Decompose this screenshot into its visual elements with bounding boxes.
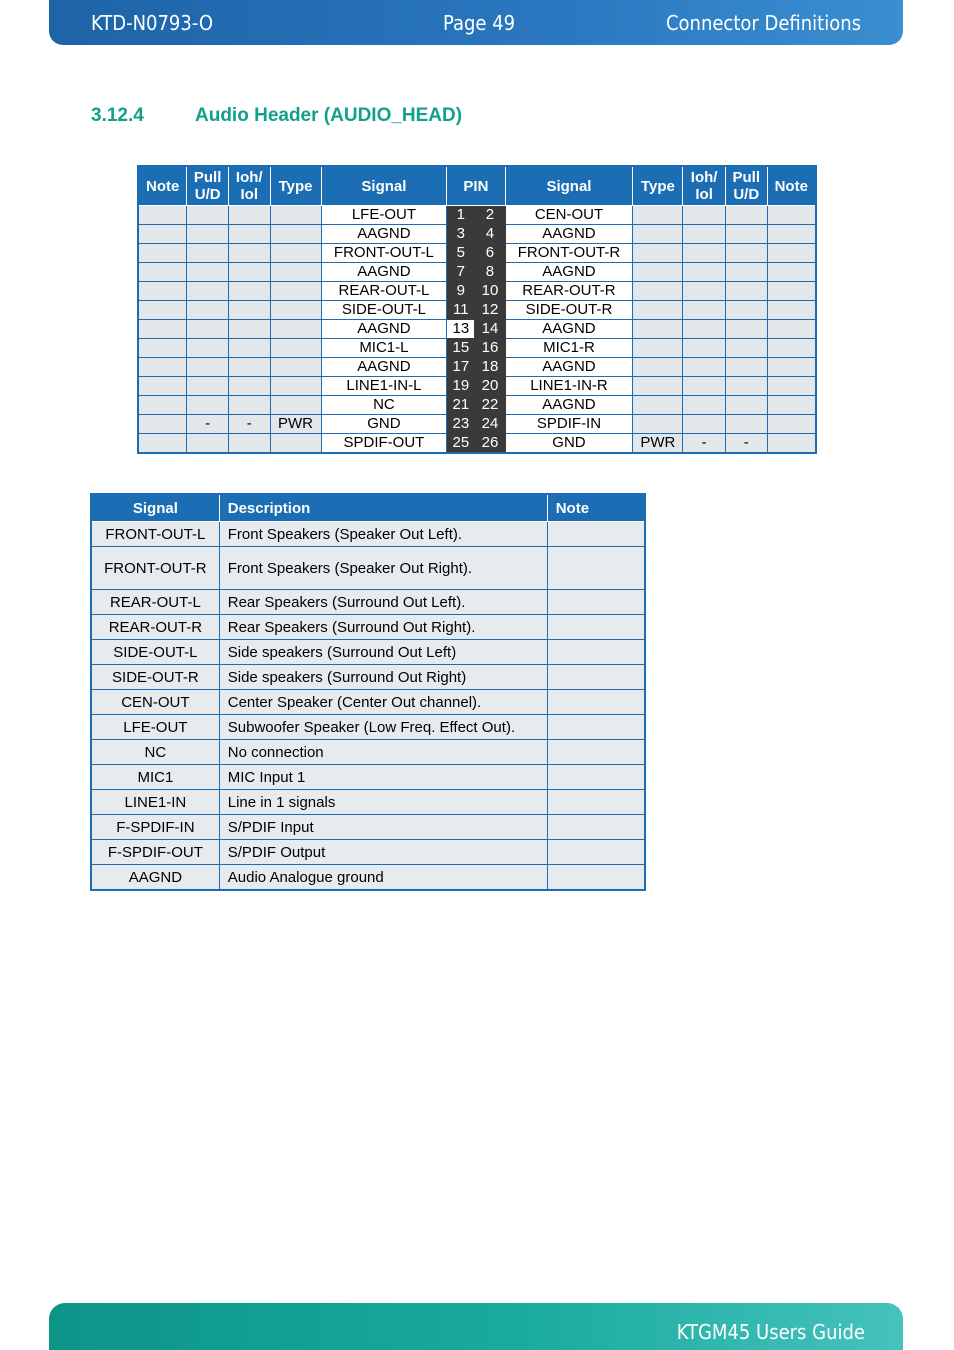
pin-cell-pull-left	[187, 377, 229, 396]
desc-cell-signal: F-SPDIF-OUT	[91, 840, 219, 865]
pin-cell-note-right	[767, 244, 816, 263]
pin-cell-type-left	[270, 282, 321, 301]
pin-cell-signal-right: AAGND	[505, 358, 633, 377]
pin-cell-pull-right	[725, 320, 767, 339]
pin-cell-type-right	[633, 415, 683, 434]
desc-table-row	[91, 615, 645, 640]
desc-cell-signal: MIC1	[91, 765, 219, 790]
pin-header-pull-left: Pull U/D	[187, 166, 229, 206]
pin-cell-pull-right	[725, 358, 767, 377]
pin-number-left: 11	[447, 301, 475, 320]
pin-cell-note-right	[767, 339, 816, 358]
pin-number-right: 2	[475, 206, 505, 225]
pin-cell-note-right	[767, 434, 816, 454]
pin-cell-pull-left	[187, 301, 229, 320]
desc-header-description: Description	[219, 494, 547, 522]
desc-cell-description: S/PDIF Output	[219, 840, 547, 865]
pin-number-right: 16	[475, 339, 505, 358]
desc-table-row	[91, 865, 645, 891]
pin-number-right: 4	[475, 225, 505, 244]
pin-cell-ioh-left	[228, 263, 270, 282]
pin-table-row	[138, 377, 816, 396]
desc-cell-note	[547, 590, 645, 615]
pin-cell-type-right	[633, 377, 683, 396]
desc-cell-description: Rear Speakers (Surround Out Right).	[219, 615, 547, 640]
pin-cell-ioh-left	[228, 377, 270, 396]
pin-header-note-right: Note	[767, 166, 816, 206]
pin-table-row	[138, 263, 816, 282]
pin-cell-pull-right	[725, 263, 767, 282]
desc-cell-description: Front Speakers (Speaker Out Right).	[219, 547, 547, 590]
pin-cell-type-right	[633, 225, 683, 244]
pin-number-right: 8	[475, 263, 505, 282]
pin-cell-note-right	[767, 415, 816, 434]
desc-cell-note	[547, 690, 645, 715]
pin-header-type-left: Type	[270, 166, 321, 206]
pin-cell-pull-left	[187, 339, 229, 358]
pin-cell-type-left	[270, 377, 321, 396]
pin-cell-signal-left: LINE1-IN-L	[321, 377, 447, 396]
pin-cell-ioh-left	[228, 244, 270, 263]
pin-cell-ioh-left	[228, 339, 270, 358]
pin-cell-type-left	[270, 206, 321, 225]
desc-cell-signal: REAR-OUT-L	[91, 590, 219, 615]
pin-number-right: 24	[475, 415, 505, 434]
pin-cell-type-left	[270, 396, 321, 415]
pin-table-body	[138, 206, 816, 454]
pin-number-right: 10	[475, 282, 505, 301]
pin-cell-signal-right: AAGND	[505, 225, 633, 244]
pin-cell-ioh-left	[228, 206, 270, 225]
pin-cell-note-left	[138, 244, 187, 263]
pin-number-left: 3	[447, 225, 475, 244]
desc-table-row	[91, 815, 645, 840]
pin-header-signal-right: Signal	[505, 166, 633, 206]
pin-cell-ioh-left	[228, 434, 270, 454]
pin-cell-note-right	[767, 396, 816, 415]
pin-cell-pull-right	[725, 415, 767, 434]
section-number: 3.12.4	[91, 105, 144, 126]
pin-cell-type-right: PWR	[633, 434, 683, 454]
pin-cell-type-left	[270, 320, 321, 339]
pin-cell-note-left	[138, 396, 187, 415]
pin-number-left: 19	[447, 377, 475, 396]
section-heading-text: Audio Header (AUDIO_HEAD)	[195, 105, 463, 126]
pin-table-header-row	[138, 166, 816, 206]
desc-table-row	[91, 547, 645, 590]
pin-cell-ioh-right	[683, 263, 726, 282]
pin-cell-ioh-right	[683, 282, 726, 301]
desc-cell-signal: F-SPDIF-IN	[91, 815, 219, 840]
pin-cell-note-right	[767, 206, 816, 225]
pin-cell-type-right	[633, 358, 683, 377]
desc-header-signal: Signal	[91, 494, 219, 522]
pin-cell-pull-left	[187, 244, 229, 263]
desc-table-row	[91, 665, 645, 690]
pin-table-row	[138, 225, 816, 244]
desc-header-note: Note	[547, 494, 645, 522]
pin-cell-note-left	[138, 263, 187, 282]
pin-table-row	[138, 301, 816, 320]
pin-cell-ioh-right	[683, 415, 726, 434]
pin-cell-signal-left: SIDE-OUT-L	[321, 301, 447, 320]
pin-cell-ioh-left	[228, 358, 270, 377]
page-number: Page 49	[443, 11, 516, 35]
pin-cell-note-left	[138, 434, 187, 454]
pin-cell-pull-right	[725, 301, 767, 320]
pin-number-right: 26	[475, 434, 505, 454]
desc-cell-description: Audio Analogue ground	[219, 865, 547, 891]
pin-cell-pull-left	[187, 396, 229, 415]
desc-table-row	[91, 790, 645, 815]
pin-table-row	[138, 339, 816, 358]
desc-cell-note	[547, 865, 645, 891]
pin-cell-pull-right: -	[725, 434, 767, 454]
pin-cell-type-left	[270, 339, 321, 358]
pin-cell-note-left	[138, 206, 187, 225]
desc-cell-signal: FRONT-OUT-R	[91, 547, 219, 590]
pin-table-row	[138, 244, 816, 263]
desc-cell-note	[547, 815, 645, 840]
pin-cell-pull-right	[725, 377, 767, 396]
pin-cell-ioh-left	[228, 225, 270, 244]
desc-cell-note	[547, 665, 645, 690]
desc-cell-note	[547, 640, 645, 665]
pin-cell-pull-right	[725, 282, 767, 301]
pin-table-row	[138, 358, 816, 377]
pin-cell-type-left	[270, 263, 321, 282]
pin-number-right: 18	[475, 358, 505, 377]
pin-cell-type-right	[633, 320, 683, 339]
pin-cell-note-left	[138, 339, 187, 358]
section-heading	[91, 105, 462, 127]
desc-cell-signal: SIDE-OUT-L	[91, 640, 219, 665]
pin-cell-signal-right: REAR-OUT-R	[505, 282, 633, 301]
pin-cell-ioh-left	[228, 396, 270, 415]
pin-cell-signal-right: MIC1-R	[505, 339, 633, 358]
pin-number-right: 14	[475, 320, 505, 339]
pin-cell-note-left	[138, 377, 187, 396]
pin-table-row	[138, 434, 816, 454]
pin-cell-ioh-right	[683, 244, 726, 263]
pin-cell-signal-left: AAGND	[321, 358, 447, 377]
desc-cell-signal: NC	[91, 740, 219, 765]
pin-cell-signal-left: SPDIF-OUT	[321, 434, 447, 454]
pin-cell-type-left	[270, 225, 321, 244]
page-footer	[49, 1303, 903, 1350]
pin-cell-note-left	[138, 358, 187, 377]
desc-cell-note	[547, 522, 645, 547]
desc-cell-description: No connection	[219, 740, 547, 765]
pin-cell-signal-left: LFE-OUT	[321, 206, 447, 225]
pin-cell-ioh-right	[683, 225, 726, 244]
pin-cell-ioh-left	[228, 320, 270, 339]
pin-cell-type-left	[270, 244, 321, 263]
doc-id: KTD-N0793-O	[91, 11, 214, 35]
pin-header-note-left: Note	[138, 166, 187, 206]
desc-cell-note	[547, 615, 645, 640]
pin-cell-note-right	[767, 282, 816, 301]
pin-number-left: 9	[447, 282, 475, 301]
pin-cell-type-left	[270, 358, 321, 377]
pin-cell-signal-left: REAR-OUT-L	[321, 282, 447, 301]
pin-cell-signal-left: MIC1-L	[321, 339, 447, 358]
pin-cell-pull-right	[725, 225, 767, 244]
pin-number-left: 17	[447, 358, 475, 377]
pin-cell-signal-left: GND	[321, 415, 447, 434]
pin-cell-signal-right: LINE1-IN-R	[505, 377, 633, 396]
pin-cell-ioh-right	[683, 301, 726, 320]
desc-table-row	[91, 715, 645, 740]
pin-cell-ioh-right	[683, 396, 726, 415]
signal-description-table	[90, 493, 646, 891]
pin-cell-pull-right	[725, 206, 767, 225]
pin-cell-signal-right: AAGND	[505, 320, 633, 339]
desc-cell-note	[547, 547, 645, 590]
pin-number-left: 1	[447, 206, 475, 225]
pin-number-left: 5	[447, 244, 475, 263]
footer-title: KTGM45 Users Guide	[676, 1320, 865, 1344]
pin-table-row	[138, 396, 816, 415]
pin-cell-type-right	[633, 301, 683, 320]
pin-header-ioh-right: Ioh/ Iol	[683, 166, 726, 206]
pin-cell-signal-left: AAGND	[321, 263, 447, 282]
pin-number-left: 25	[447, 434, 475, 454]
pin-cell-pull-left	[187, 282, 229, 301]
pin-cell-ioh-right	[683, 320, 726, 339]
pin-cell-note-right	[767, 358, 816, 377]
pin-cell-type-right	[633, 263, 683, 282]
pin-cell-pull-left	[187, 434, 229, 454]
desc-cell-note	[547, 840, 645, 865]
pin-cell-pull-right	[725, 396, 767, 415]
pin-number-left: 23	[447, 415, 475, 434]
pin-cell-ioh-right	[683, 377, 726, 396]
desc-cell-signal: FRONT-OUT-L	[91, 522, 219, 547]
pin-cell-type-left: PWR	[270, 415, 321, 434]
pin-cell-pull-left	[187, 358, 229, 377]
pin-number-left: 15	[447, 339, 475, 358]
desc-table-row	[91, 765, 645, 790]
pin-number-right: 12	[475, 301, 505, 320]
pin-header-type-right: Type	[633, 166, 683, 206]
pin-cell-type-right	[633, 396, 683, 415]
desc-cell-note	[547, 715, 645, 740]
desc-cell-description: MIC Input 1	[219, 765, 547, 790]
desc-cell-description: S/PDIF Input	[219, 815, 547, 840]
pin-cell-note-left	[138, 282, 187, 301]
pin-cell-signal-left: AAGND	[321, 225, 447, 244]
pin-cell-signal-right: AAGND	[505, 263, 633, 282]
pin-cell-note-right	[767, 263, 816, 282]
pin-cell-signal-right: GND	[505, 434, 633, 454]
pin-assignment-table	[137, 165, 817, 454]
desc-cell-description: Subwoofer Speaker (Low Freq. Effect Out).	[219, 715, 547, 740]
pin-cell-note-right	[767, 225, 816, 244]
desc-cell-description: Rear Speakers (Surround Out Left).	[219, 590, 547, 615]
desc-table-header-row	[91, 494, 645, 522]
pin-cell-pull-right	[725, 244, 767, 263]
desc-cell-signal: SIDE-OUT-R	[91, 665, 219, 690]
pin-header-signal-left: Signal	[321, 166, 447, 206]
pin-number-right: 22	[475, 396, 505, 415]
pin-cell-note-right	[767, 377, 816, 396]
desc-cell-signal: REAR-OUT-R	[91, 615, 219, 640]
desc-table-row	[91, 522, 645, 547]
desc-cell-signal: LINE1-IN	[91, 790, 219, 815]
pin-cell-signal-right: FRONT-OUT-R	[505, 244, 633, 263]
pin-cell-pull-left: -	[187, 415, 229, 434]
pin-cell-note-left	[138, 225, 187, 244]
pin-cell-signal-right: AAGND	[505, 396, 633, 415]
pin-cell-note-left	[138, 301, 187, 320]
pin-cell-signal-right: SIDE-OUT-R	[505, 301, 633, 320]
pin-number-left: 7	[447, 263, 475, 282]
desc-table-row	[91, 640, 645, 665]
pin-cell-note-right	[767, 320, 816, 339]
pin-cell-ioh-right	[683, 206, 726, 225]
desc-cell-signal: LFE-OUT	[91, 715, 219, 740]
pin-cell-note-left	[138, 320, 187, 339]
pin-cell-pull-left	[187, 225, 229, 244]
page-header	[49, 0, 903, 45]
desc-table-row	[91, 690, 645, 715]
desc-cell-description: Front Speakers (Speaker Out Left).	[219, 522, 547, 547]
pin-cell-pull-right	[725, 339, 767, 358]
pin-cell-ioh-left	[228, 282, 270, 301]
pin-cell-note-left	[138, 415, 187, 434]
pin-cell-pull-left	[187, 263, 229, 282]
desc-table-row	[91, 840, 645, 865]
pin-number-right: 20	[475, 377, 505, 396]
desc-table-row	[91, 740, 645, 765]
desc-cell-description: Center Speaker (Center Out channel).	[219, 690, 547, 715]
pin-cell-signal-left: AAGND	[321, 320, 447, 339]
desc-table-row	[91, 590, 645, 615]
desc-cell-note	[547, 765, 645, 790]
desc-table-body	[91, 522, 645, 891]
pin-table-row	[138, 206, 816, 225]
pin-cell-ioh-right	[683, 339, 726, 358]
pin-table-row	[138, 282, 816, 301]
pin-header-pin: PIN	[447, 166, 505, 206]
desc-cell-description: Line in 1 signals	[219, 790, 547, 815]
pin-cell-type-right	[633, 244, 683, 263]
desc-cell-note	[547, 790, 645, 815]
pin-cell-pull-left	[187, 320, 229, 339]
pin-number-right: 6	[475, 244, 505, 263]
pin-cell-note-right	[767, 301, 816, 320]
pin-cell-type-left	[270, 301, 321, 320]
pin-cell-type-right	[633, 206, 683, 225]
pin-cell-signal-right: SPDIF-IN	[505, 415, 633, 434]
pin-cell-ioh-right	[683, 358, 726, 377]
pin-table-row	[138, 320, 816, 339]
pin-header-pull-right: Pull U/D	[725, 166, 767, 206]
pin-cell-pull-left	[187, 206, 229, 225]
pin-cell-signal-left: FRONT-OUT-L	[321, 244, 447, 263]
pin-cell-type-right	[633, 339, 683, 358]
pin-header-ioh-left: Ioh/ Iol	[228, 166, 270, 206]
pin-cell-signal-left: NC	[321, 396, 447, 415]
pin-cell-ioh-left	[228, 301, 270, 320]
desc-cell-description: Side speakers (Surround Out Left)	[219, 640, 547, 665]
desc-cell-signal: CEN-OUT	[91, 690, 219, 715]
desc-cell-description: Side speakers (Surround Out Right)	[219, 665, 547, 690]
pin-table-row	[138, 415, 816, 434]
pin-cell-type-right	[633, 282, 683, 301]
pin-number-left: 21	[447, 396, 475, 415]
pin-cell-ioh-left: -	[228, 415, 270, 434]
section-name: Connector Definitions	[665, 11, 861, 35]
pin-cell-signal-right: CEN-OUT	[505, 206, 633, 225]
desc-cell-note	[547, 740, 645, 765]
pin-number-left: 13	[447, 320, 475, 339]
pin-cell-ioh-right: -	[683, 434, 726, 454]
desc-cell-signal: AAGND	[91, 865, 219, 891]
pin-cell-type-left	[270, 434, 321, 454]
